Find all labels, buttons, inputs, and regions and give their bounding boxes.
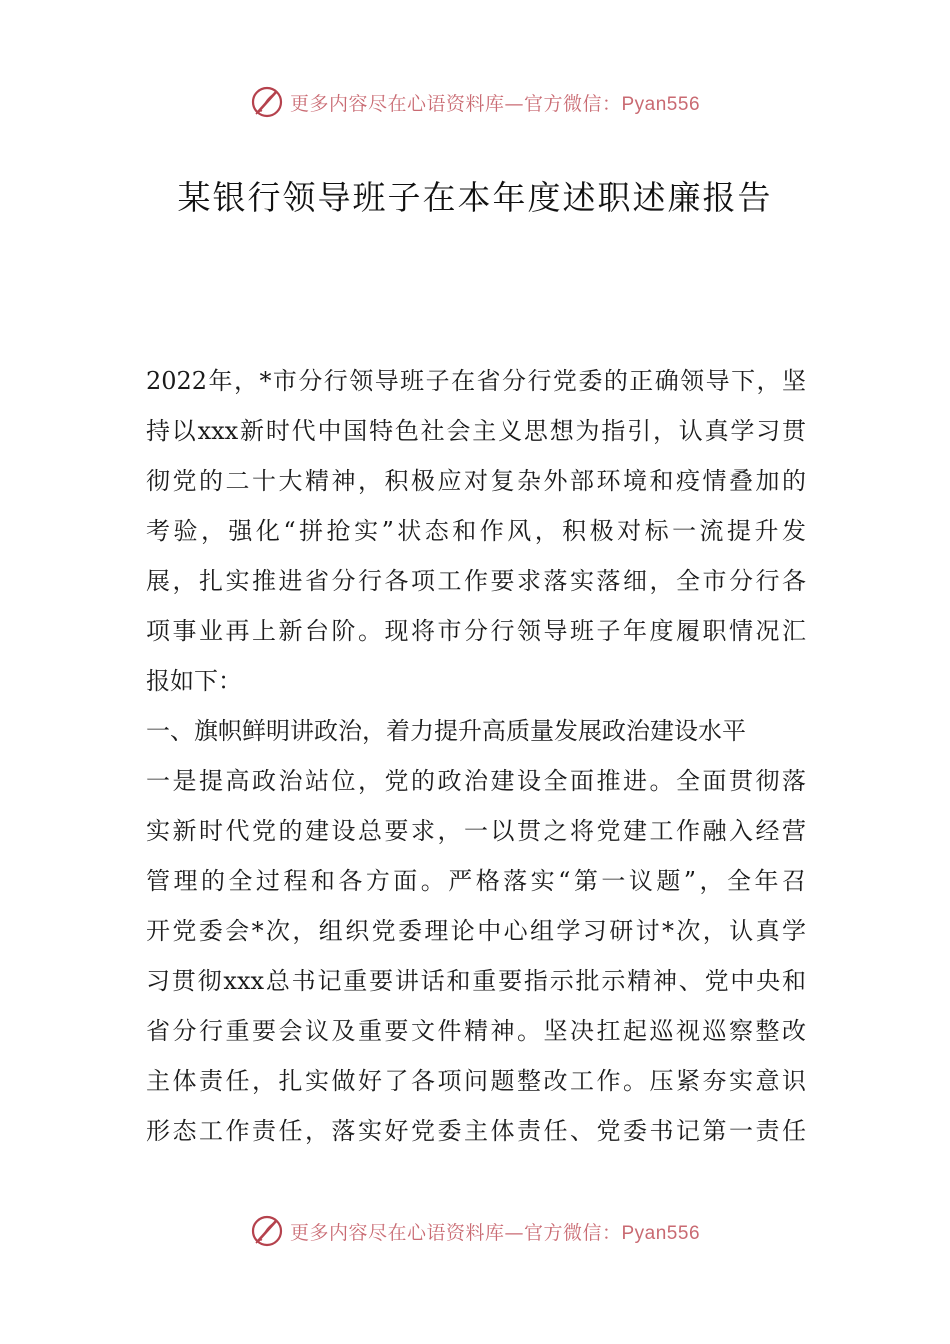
document-body bbox=[146, 356, 806, 1156]
watermark-text: 更多内容尽在心语资料库—官方微信：Pyan556 bbox=[289, 1221, 701, 1244]
paragraph-line: 项事业再上新台阶。现将市分行领导班子年度履职情况汇 bbox=[146, 617, 806, 645]
paragraph-line: 省分行重要会议及重要文件精神。坚决扛起巡视巡察整改 bbox=[146, 1017, 806, 1045]
quill-pen-logo-icon bbox=[250, 85, 284, 119]
document-title: 某银行领导班子在本年度述职述廉报告 bbox=[177, 178, 773, 217]
paragraph-line: 形态工作责任，落实好党委主体责任、党委书记第一责任 bbox=[146, 1117, 806, 1145]
paragraph-line: 开党委会*次，组织党委理论中心组学习研讨*次，认真学 bbox=[146, 917, 806, 945]
quill-pen-logo-icon bbox=[250, 1214, 284, 1248]
paragraph-line: 实新时代党的建设总要求，一以贯之将党建工作融入经营 bbox=[146, 817, 806, 845]
paragraph-line: 持以xxx新时代中国特色社会主义思想为指引，认真学习贯 bbox=[146, 417, 806, 445]
footer-watermark-banner bbox=[0, 1211, 950, 1251]
paragraph-line: 习贯彻xxx总书记重要讲话和重要指示批示精神、党中央和 bbox=[146, 967, 806, 995]
paragraph-line: 2022年，*市分行领导班子在省分行党委的正确领导下，坚 bbox=[146, 367, 806, 395]
paragraph-line: 管理的全过程和各方面。严格落实“第一议题”，全年召 bbox=[146, 867, 806, 895]
section-heading: 一、旗帜鲜明讲政治，着力提升高质量发展政治建设水平 bbox=[146, 717, 746, 745]
watermark-text: 更多内容尽在心语资料库—官方微信：Pyan556 bbox=[289, 92, 701, 115]
paragraph-line: 报如下： bbox=[146, 667, 242, 695]
paragraph-line: 考验，强化“拼抢实”状态和作风，积极对标一流提升发 bbox=[146, 517, 806, 545]
paragraph-line: 主体责任，扎实做好了各项问题整改工作。压紧夯实意识 bbox=[146, 1067, 806, 1095]
paragraph-line: 一是提高政治站位，党的政治建设全面推进。全面贯彻落 bbox=[146, 767, 806, 795]
paragraph-line: 彻党的二十大精神，积极应对复杂外部环境和疫情叠加的 bbox=[146, 467, 806, 495]
header-watermark-banner bbox=[0, 82, 950, 122]
paragraph-line: 展，扎实推进省分行各项工作要求落实落细，全市分行各 bbox=[146, 567, 806, 595]
